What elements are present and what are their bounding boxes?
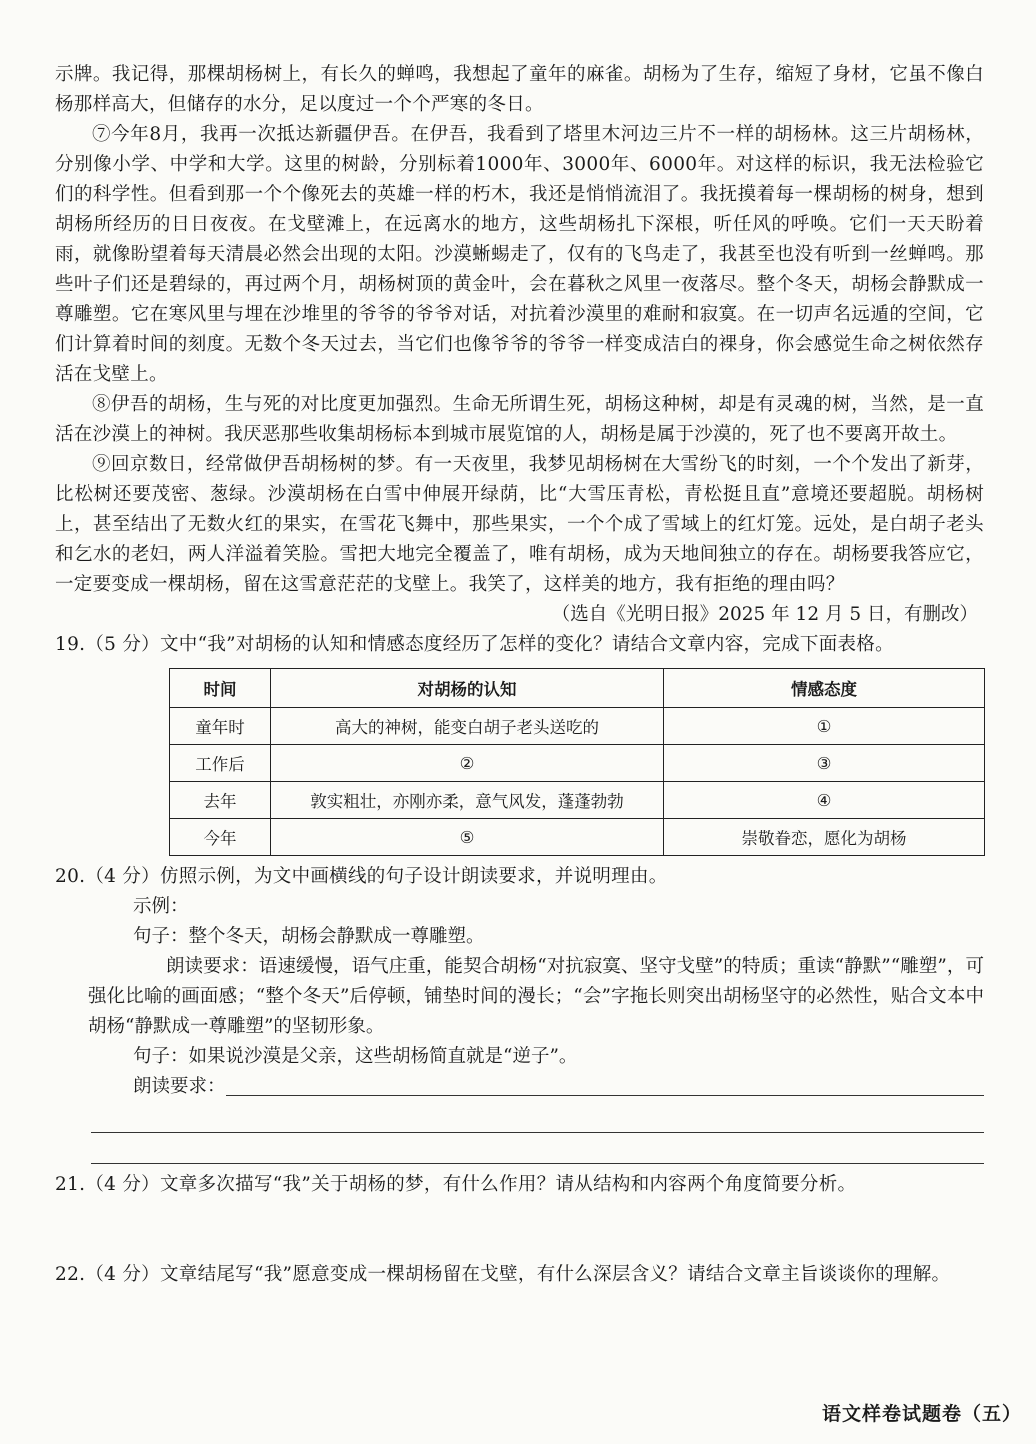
table-header-row bbox=[170, 669, 985, 708]
table-header: 时间 bbox=[170, 669, 271, 708]
question-22: 22.（4 分）文章结尾写“我”愿意变成一棵胡杨留在戈壁，有什么深层含义？请结合文章主旨谈谈你的理解。 bbox=[55, 1264, 951, 1285]
answer-space[interactable] bbox=[55, 1200, 984, 1260]
example-label: 示例： bbox=[133, 896, 189, 917]
answer-line[interactable] bbox=[91, 1102, 984, 1133]
example-sentence: 句子：整个冬天，胡杨会静默成一尊雕塑。 bbox=[133, 926, 485, 947]
table-header: 对胡杨的认知 bbox=[271, 669, 664, 708]
question-21: 21.（4 分）文章多次描写“我”关于胡杨的梦，有什么作用？请从结构和内容两个角度简要分析。 bbox=[55, 1174, 857, 1195]
table-row bbox=[170, 819, 985, 856]
table-cell: 崇敬眷恋，愿化为胡杨 bbox=[664, 819, 985, 856]
table-cell: 童年时 bbox=[170, 708, 271, 745]
table-row bbox=[170, 782, 985, 819]
passage-paragraph-continued: 示牌。我记得，那棵胡杨树上，有长久的蝉鸣，我想起了童年的麻雀。胡杨为了生存，缩短了身材，它虽不像白杨那样高大，但储存的水分，足以度过一个个严寒的冬日。 bbox=[55, 64, 984, 115]
table-cell: ④ bbox=[664, 782, 985, 819]
passage-paragraph-9: ⑨回京数日，经常做伊吾胡杨树的梦。有一天夜里，我梦见胡杨树在大雪纷飞的时刻，一个个发出了新芽，比松树还要茂密、葱绿。沙漠胡杨在白雪中伸展开绿荫，比“大雪压青松，青松挺且直”意境还要超脱。胡杨树上，甚至结出了无数火红的果实，在雪花飞舞中，那些果实，一个个成了雪域上的红灯笼。远处，是白胡子老头和乞水的老妇，两人洋溢着笑脸。雪把大地完全覆盖了，唯有胡杨，成为天地间独立的存在。胡杨要我答应它，一定要变成一棵胡杨，留在这雪意茫茫的戈壁上。我笑了，这样美的地方，我有拒绝的理由吗？ bbox=[55, 454, 984, 595]
answer-line[interactable] bbox=[226, 1095, 984, 1096]
footer-page-label: 语文样卷试题卷（五） bbox=[821, 1403, 1022, 1425]
table-cell: 今年 bbox=[170, 819, 271, 856]
passage-paragraph-7: ⑦今年8月，我再一次抵达新疆伊吾。在伊吾，我看到了塔里木河边三片不一样的胡杨林。这三片胡杨林，分别像小学、中学和大学。这里的树龄，分别标着1000年、3000年、6000年。对这样的标识，我无法检验它们的科学性。但看到那一个个像死去的英雄一样的朽木，我还是悄悄流泪了。我抚摸着每一棵胡杨的树身，想到胡杨所经历的日日夜夜。在戈壁滩上，在远离水的地方，这些胡杨扎下深根，听任风的呼唤。它们一天天盼着雨，就像盼望着每天清晨必然会出现的太阳。沙漠蜥蜴走了，仅有的飞鸟走了，我甚至也没有听到一丝蝉鸣。那些叶子们还是碧绿的，再过两个月，胡杨树顶的黄金叶，会在暮秋之风里一夜落尽。整个冬天，胡杨会静默成一尊雕塑。它在寒风里与埋在沙堆里的爷爷的爷爷对话，对抗着沙漠里的难耐和寂寞。在一切声名远遁的空间，它们计算着时间的刻度。无数个冬天过去，当它们也像爷爷的爷爷一样变成洁白的裸身，你会感觉生命之树依然存活在戈壁上。 bbox=[55, 124, 984, 385]
table-cell: 工作后 bbox=[170, 745, 271, 782]
table-cell: ③ bbox=[664, 745, 985, 782]
answer-line-row bbox=[55, 1072, 984, 1102]
question-19: 19.（5 分）文中“我”对胡杨的认知和情感态度经历了怎样的变化？请结合文章内容，完成下面表格。 bbox=[55, 634, 894, 655]
example-reading-requirement: 朗读要求：语速缓慢，语气庄重，能契合胡杨“对抗寂寞、坚守戈壁”的特质；重读“静默”“雕塑”，可强化比喻的画面感；“整个冬天”后停顿，铺垫时间的漫长；“会”字拖长则突出胡杨坚守的必然性，贴合文本中胡杨“静默成一尊雕塑”的坚韧形象。 bbox=[88, 956, 984, 1037]
table-row bbox=[170, 745, 985, 782]
table-header: 情感态度 bbox=[664, 669, 985, 708]
answer-line[interactable] bbox=[91, 1133, 984, 1164]
table-cell: ① bbox=[664, 708, 985, 745]
table-cell: ② bbox=[271, 745, 664, 782]
passage-paragraph-8: ⑧伊吾的胡杨，生与死的对比度更加强烈。生命无所谓生死，胡杨这种树，却是有灵魂的树，当然，是一直活在沙漠上的神树。我厌恶那些收集胡杨标本到城市展览馆的人，胡杨是属于沙漠的，死了也不要离开故土。 bbox=[55, 394, 984, 445]
table-cell: 高大的神树，能变白胡子老头送吃的 bbox=[271, 708, 664, 745]
passage-source: （选自《光明日报》2025 年 12 月 5 日，有删改） bbox=[551, 604, 978, 625]
task-label: 朗读要求： bbox=[133, 1076, 226, 1097]
table-row bbox=[170, 708, 985, 745]
task-sentence: 句子：如果说沙漠是父亲，这些胡杨简直就是“逆子”。 bbox=[133, 1046, 578, 1067]
table-cell: 敦实粗壮，亦刚亦柔，意气风发，蓬蓬勃勃 bbox=[271, 782, 664, 819]
question-20: 20.（4 分）仿照示例，为文中画横线的句子设计朗读要求，并说明理由。 bbox=[55, 866, 668, 887]
table-cell: 去年 bbox=[170, 782, 271, 819]
table-cell: ⑤ bbox=[271, 819, 664, 856]
question-19-table bbox=[169, 668, 985, 856]
